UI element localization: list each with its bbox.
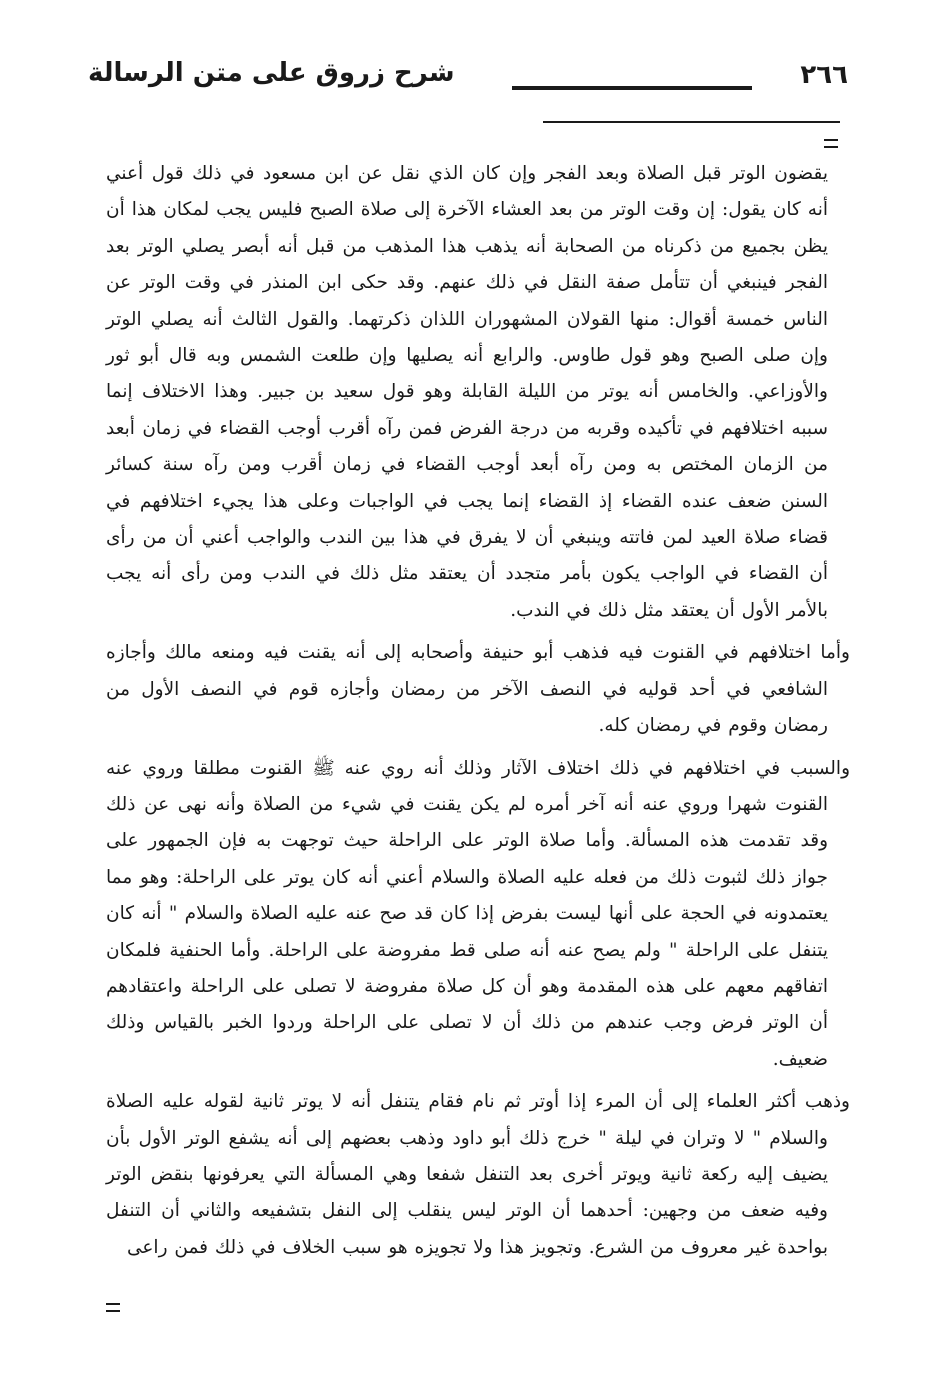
- paragraph-4: وذهب أكثر العلماء إلى أن المرء إذا أوتر ثم نام فقام يتنفل أنه لا يوتر ثانية لقوله عليه الصلاة والسلام " لا وتران في ليلة " خرج ذلك أبو داود وذهب بعضهم إلى أنه يشفع الوتر الأول بأن يضيف إليه ركعة ثانية ويوتر أخرى بعد التنفل شفعا وهي المسألة التي يعرفونها بنقض الوتر وفيه ضعف من وجهين: أحدهما أن الوتر ليس ينقلب إلى النفل بتشفيعه والثاني أن التنفل بواحدة غير معروف من الشرع. وتجويز هذا ولا تجويزه هو سبب الخلاف في ذلك فمن راعى: [106, 1091, 850, 1258]
- paragraph-3: والسبب في اختلافهم في ذلك اختلاف الآثار وذلك أنه روي عنه ﷺ القنوت مطلقا وروي عنه القنوت شهرا وروي عنه أنه آخر أمره لم يكن يقنت في شيء من الصلاة وأنه نهى عن ذلك وقد تقدمت هذه المسألة. وأما صلاة الوتر على الراحلة حيث توجهت به فإن الجمهور على جواز ذلك لثبوت ذلك من فعله عليه الصلاة والسلام أعني أنه كان يوتر على الراحلة: وهو مما يعتمدونه في الحجة على أنها ليست بفرض إذا كان قد صح عنه عليه الصلاة والسلام " أنه كان يتنفل على الراحلة " ولم يصح عنه أنه صلى قط مفروضة على الراحلة. وأما الحنفية فلمكان اتفاقهم معهم على هذه المقدمة وهو أن كل صلاة مفروضة لا تصلى على الراحلة واعتقادهم أن الوتر فرض وجب عندهم من ذلك أن لا تصلى على الراحلة وردوا الخبر بالقياس وذلك ضعيف.: [106, 757, 850, 1070]
- paragraph-1: يقضون الوتر قبل الصلاة وبعد الفجر وإن كان الذي نقل عن ابن مسعود في ذلك قول أعني أنه كان يقول: إن وقت الوتر من بعد العشاء الآخرة إلى صلاة الصبح فليس يجب لمكان هذا أن يظن بجميع من ذكرناه من الصحابة أنه يذهب هذا المذهب من قبل أنه أبصر يصلي الوتر بعد الفجر فينبغي أن تتأمل صفة النقل في ذلك عنهم. وقد حكى ابن المنذر في وقت الوتر عن الناس خمسة أقوال: منها القولان المشهوران اللذان ذكرتهما. والقول الثالث أنه يصلي الوتر وإن صلى الصبح وهو قول طاوس. والرابع أنه يصليها وإن طلعت الشمس وبه قال أبو ثور والأوزاعي. والخامس أنه يوتر من الليلة القابلة وهو قول سعيد بن جبير. وهذا الاختلاف إنما سببه اختلافهم في تأكيده وقربه من درجة الفرض فمن رآه أقرب أوجب القضاء في زمان أبعد من الزمان المختص به ومن رآه أبعد أوجب القضاء في زمان أقرب ومن رآه سنة كسائر السنن ضعف عنده القضاء إذ القضاء إنما يجب في الواجبات وعلى هذا يجيء اختلافهم في قضاء صلاة العيد لمن فاتته وينبغي أن لا يفرق في هذا بين الندب والواجب أعني أن من رأى أن القضاء في الواجب يكون بأمر متجدد أن يعتقد مثل ذلك في الندب ومن رأى أنه يجب بالأمر الأول أن يعتقد مثل ذلك في الندب.: [106, 163, 828, 621]
- body-text: [106, 156, 850, 1272]
- continuation-mark-bottom: [106, 1303, 120, 1312]
- continuation-mark-top: [824, 139, 838, 148]
- page-number: ٢٦٦: [800, 60, 848, 90]
- page-header: [88, 58, 848, 108]
- paragraph-2: وأما اختلافهم في القنوت فيه فذهب أبو حنيفة وأصحابه إلى أنه يقنت فيه ومنعه مالك وأجازه الشافعي في أحد قوليه في النصف الآخر من رمضان وأجازه قوم في النصف الأول من رمضان وقوم في رمضان كله.: [106, 642, 850, 737]
- continuation-rule: [543, 121, 840, 123]
- running-title: شرح زروق على متن الرسالة: [88, 58, 455, 88]
- header-rule: [512, 86, 752, 90]
